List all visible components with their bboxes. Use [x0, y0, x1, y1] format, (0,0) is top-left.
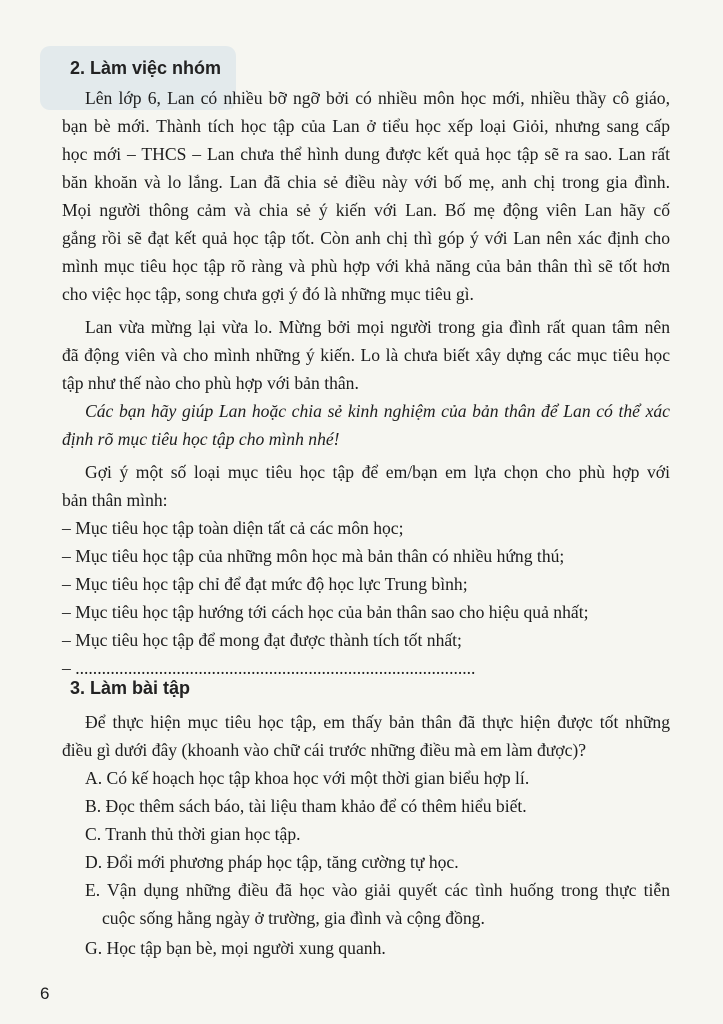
option-d: D. Đổi mới phương pháp học tập, tăng cường tự học. — [85, 852, 459, 872]
section-2-body — [62, 84, 670, 682]
option-e-continued: cuộc sống hằng ngày ở trường, gia đình và cộng đồng. — [102, 908, 485, 928]
paragraph-line: gắng rồi sẽ đạt kết quả học tập tốt. Còn anh chị thì góp ý với Lan nên xác định cho — [62, 228, 670, 248]
option-g: G. Học tập bạn bè, mọi người xung quanh. — [85, 938, 386, 958]
list-item: – Mục tiêu học tập toàn diện tất cả các môn học; — [62, 518, 404, 538]
paragraph-line: Mọi người thông cảm và chia sẻ ý kiến với Lan. Bố mẹ động viên Lan hãy cố — [62, 200, 670, 220]
suggestion-line: Gợi ý một số loại mục tiêu học tập để em/bạn em lựa chọn cho phù hợp với — [85, 462, 670, 482]
option-b: B. Đọc thêm sách báo, tài liệu tham khảo để có thêm hiểu biết. — [85, 796, 527, 816]
prompt-line: Các bạn hãy giúp Lan hoặc chia sẻ kinh nghiệm của bản thân để Lan có thể xác — [85, 401, 670, 421]
option-a: A. Có kế hoạch học tập khoa học với một thời gian biểu hợp lí. — [85, 768, 530, 788]
paragraph-line: bạn bè mới. Thành tích học tập của Lan ở tiểu học xếp loại Giỏi, nhưng sang cấp — [62, 116, 670, 136]
paragraph-line: tập như thế nào cho phù hợp với bản thân. — [62, 373, 359, 393]
option-c: C. Tranh thủ thời gian học tập. — [85, 824, 301, 844]
list-item-blank: – ........................................................................................... — [62, 658, 476, 678]
list-item: – Mục tiêu học tập để mong đạt được thành tích tốt nhất; — [62, 630, 462, 650]
suggestion-line: bản thân mình: — [62, 490, 168, 510]
option-e: E. Vận dụng những điều đã học vào giải quyết các tình huống trong thực tiễn — [85, 880, 670, 900]
list-item: – Mục tiêu học tập của những môn học mà bản thân có nhiều hứng thú; — [62, 546, 565, 566]
paragraph-line: cho việc học tập, song chưa gợi ý đó là những mục tiêu gì. — [62, 284, 474, 304]
list-item: – Mục tiêu học tập hướng tới cách học của bản thân sao cho hiệu quả nhất; — [62, 602, 589, 622]
page-number: 6 — [40, 984, 50, 1003]
paragraph-line: Lên lớp 6, Lan có nhiều bỡ ngỡ bởi có nhiều môn học mới, nhiều thầy cô giáo, — [85, 88, 670, 108]
paragraph-line: Lan vừa mừng lại vừa lo. Mừng bởi mọi người trong gia đình rất quan tâm nên — [85, 317, 670, 337]
paragraph-line: băn khoăn và lo lắng. Lan đã chia sẻ điều này với bố mẹ, anh chị trong gia đình. — [62, 172, 670, 192]
section-2-heading: 2. Làm việc nhóm — [70, 58, 222, 78]
section-3-body — [62, 708, 670, 962]
question-line: điều gì dưới đây (khoanh vào chữ cái trước những điều mà em làm được)? — [62, 740, 587, 760]
paragraph-line: học mới – THCS – Lan chưa thể hình dung được kết quả học tập sẽ ra sao. Lan rất — [62, 144, 670, 164]
paragraph-line: mình mục tiêu học tập rõ ràng và phù hợp với khả năng của bản thân thì sẽ tốt hơn — [62, 256, 670, 276]
section-3-heading: 3. Làm bài tập — [70, 678, 191, 698]
prompt-line: định rõ mục tiêu học tập cho mình nhé! — [62, 429, 340, 449]
paragraph-line: đã động viên và cho mình những ý kiến. Lo là chưa biết xây dựng các mục tiêu học — [62, 345, 670, 365]
question-line: Để thực hiện mục tiêu học tập, em thấy bản thân đã thực hiện được tốt những — [85, 712, 670, 732]
list-item: – Mục tiêu học tập chỉ để đạt mức độ học lực Trung bình; — [62, 574, 468, 594]
